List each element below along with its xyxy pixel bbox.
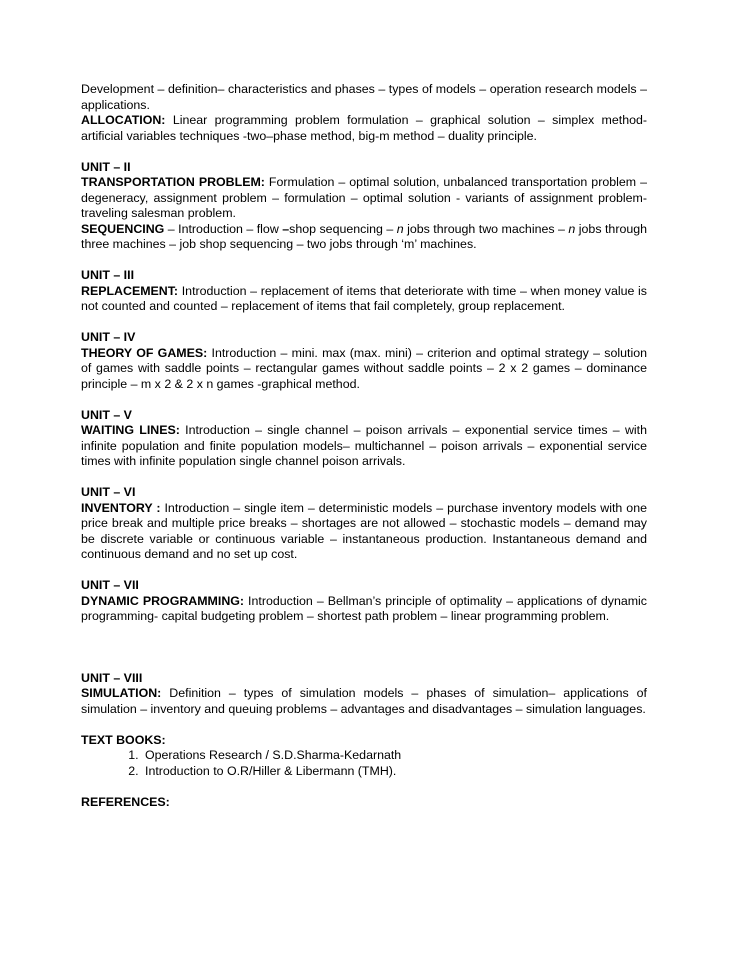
sequencing-text-part-4: jobs through three machines – job shop sequencing – two jobs through ‘m’ machines. [81, 221, 648, 251]
replacement-paragraph [81, 284, 647, 315]
unit-5-title: UNIT – V [81, 407, 132, 422]
inventory-paragraph [81, 501, 647, 563]
allocation-paragraph [81, 113, 647, 144]
allocation-heading: ALLOCATION: [81, 113, 166, 127]
sequencing-paragraph [81, 222, 647, 253]
references-heading: REFERENCES: [81, 794, 170, 809]
dynamic-programming-text: Introduction – Bellman’s principle of optimality – applications of dynamic programming- capital budgeting problem – shortest path problem – linear programming problem. [81, 593, 647, 623]
list-item: 2. Introduction to O.R/Hiller & Libermann (TMH). [142, 764, 647, 780]
dynamic-programming-paragraph [81, 594, 647, 625]
waiting-lines-heading: WAITING LINES: [81, 423, 180, 437]
replacement-heading: REPLACEMENT: [81, 283, 179, 298]
inventory-heading: INVENTORY : [81, 500, 161, 515]
transportation-heading: TRANSPORTATION PROBLEM: [81, 175, 265, 189]
unit-2-title: UNIT – II [81, 159, 131, 174]
unit-6-title: UNIT – VI [81, 485, 136, 499]
unit-3-title: UNIT – III [81, 268, 135, 282]
sequencing-italic-n-1: n [396, 221, 404, 236]
allocation-text: Linear programming problem formulation – graphical solution – simplex method- artificial variables techniques -two–phase method, big-m method – duality principle. [81, 113, 647, 143]
waiting-lines-paragraph [81, 423, 647, 470]
syllabus-page [81, 82, 647, 810]
simulation-paragraph [81, 686, 647, 717]
unit-7-title: UNIT – VII [81, 578, 139, 592]
simulation-text: Definition – types of simulation models – phases of simulation– applications of simulation – inventory and queuing problems – advantages and disadvantages – simulation languages. [81, 686, 647, 716]
sequencing-italic-n-2: n [568, 221, 576, 236]
sequencing-text-part-2: shop sequencing – [289, 221, 397, 236]
replacement-text: Introduction – replacement of items that deteriorate with time – when money value is not counted and counted – replacement of items that fail completely, group replacement. [81, 283, 647, 313]
sequencing-text-part-1: – Introduction – flow [164, 221, 283, 236]
text-books-list [81, 748, 647, 779]
waiting-lines-text: Introduction – single channel – poison arrivals – exponential service times – with infinite population and finite population models– multichannel – poison arrivals – exponential service times with infinite population single channel poison arrivals. [81, 423, 647, 468]
dynamic-programming-heading: DYNAMIC PROGRAMMING: [81, 593, 245, 608]
sequencing-bold-dash: – [282, 221, 290, 236]
list-item: 1. Operations Research / S.D.Sharma-Kedarnath [142, 748, 647, 764]
unit-8-title: UNIT – VIII [81, 670, 143, 685]
games-text: Introduction – mini. max (max. mini) – criterion and optimal strategy – solution of games with saddle points – rectangular games without saddle points – 2 x 2 games – dominance principle – m x 2 & 2 x n games -graphical method. [81, 345, 647, 391]
transportation-text: Formulation – optimal solution, unbalanced transportation problem – degeneracy, assignment problem – formulation – optimal solution - variants of assignment problem- traveling salesman problem. [81, 175, 647, 220]
transportation-paragraph [81, 175, 647, 222]
sequencing-heading: SEQUENCING [81, 221, 165, 236]
inventory-text: Introduction – single item – deterministic models – purchase inventory models with one price break and multiple price breaks – shortages are not allowed – stochastic models – demand may be discrete variable or continuous variable – instantaneous production. Instantaneous demand and continuous demand and no set up cost. [81, 500, 647, 561]
games-heading: THEORY OF GAMES: [81, 345, 208, 360]
unit-4-title: UNIT – IV [81, 330, 136, 344]
sequencing-text-part-3: jobs through two machines – [403, 221, 569, 236]
games-paragraph [81, 346, 647, 393]
text-books-heading: TEXT BOOKS: [81, 732, 166, 747]
simulation-heading: SIMULATION: [81, 686, 162, 700]
intro-paragraph: Development – definition– characteristics and phases – types of models – operation research models – applications. [81, 82, 647, 112]
